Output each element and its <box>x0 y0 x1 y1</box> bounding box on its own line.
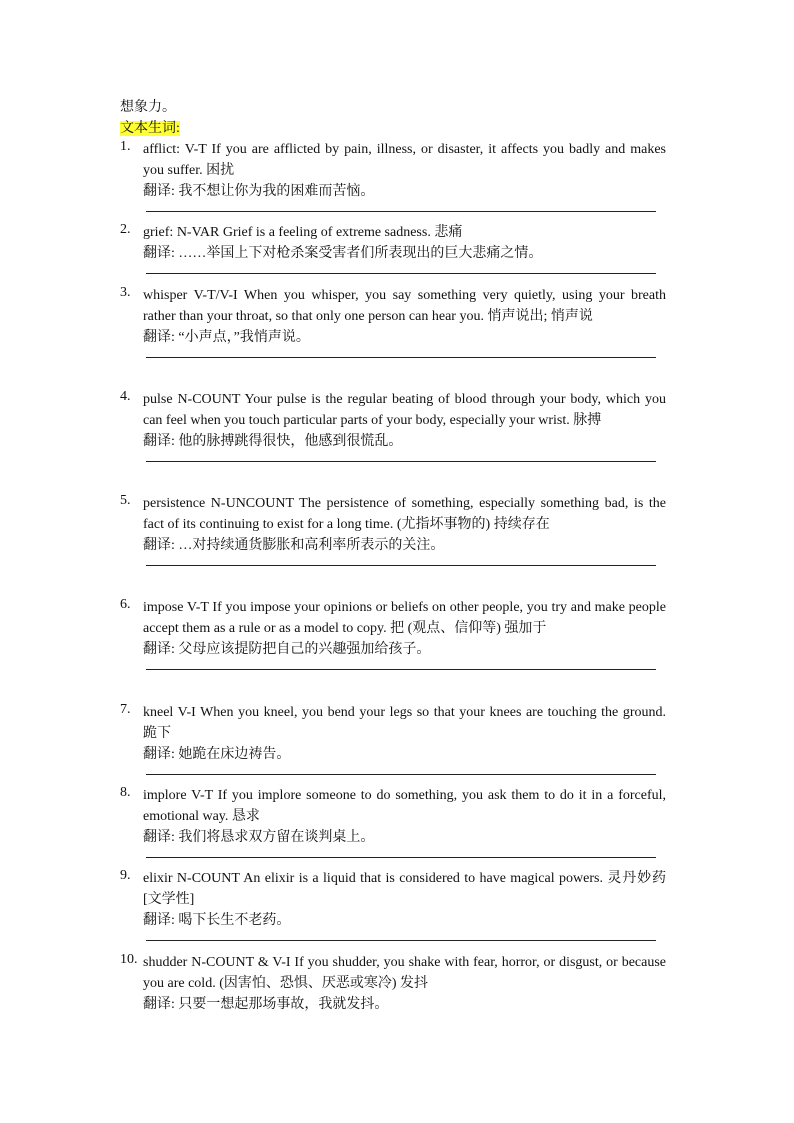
section-heading <box>120 117 180 137</box>
entry-definition: grief: N-VAR Grief is a feeling of extreme sadness. 悲痛 <box>143 225 463 240</box>
translation-text: 他的脉搏跳得很快，他感到很慌乱。 <box>178 434 403 449</box>
translation-text: …对持续通货膨胀和高利率所表示的关注。 <box>178 538 445 553</box>
entry-translation <box>143 243 666 264</box>
translation-label: 翻译: <box>143 913 175 928</box>
vocab-entry-3 <box>120 285 666 358</box>
vocab-entry-6 <box>120 597 666 670</box>
translation-label: 翻译: <box>143 330 175 345</box>
entry-definition: elixir N-COUNT An elixir is a liquid that is considered to have magical powers. 灵丹妙药 [文学性] <box>143 871 666 907</box>
entry-definition: implore V-T If you implore someone to do something, you ask them to do it in a forceful, emotional way. 恳求 <box>143 788 666 824</box>
entry-translation <box>143 827 666 848</box>
entry-definition: whisper V-T/V-I When you whisper, you say something very quietly, using your breath rather than your throat, so that only one person can hear you. 悄声说出; 悄声说 <box>143 288 666 324</box>
separator-line <box>146 357 656 358</box>
translation-text: ……举国上下对枪杀案受害者们所表现出的巨大悲痛之情。 <box>178 246 543 261</box>
vocab-entry-1 <box>120 139 666 212</box>
entry-definition: shudder N-COUNT & V-I If you shudder, you shake with fear, horror, or disgust, or because you are cold. (因害怕、恐惧、厌恶或寒冷) 发抖 <box>143 955 666 991</box>
translation-label: 翻译: <box>143 434 175 449</box>
section-heading-text: 文本生词: <box>120 121 180 136</box>
translation-label: 翻译: <box>143 538 175 553</box>
translation-label: 翻译: <box>143 184 175 199</box>
entry-translation <box>143 744 666 765</box>
translation-label: 翻译: <box>143 997 175 1012</box>
translation-label: 翻译: <box>143 642 175 657</box>
vocab-entry-8 <box>120 785 666 858</box>
translation-text: 她跪在床边祷告。 <box>178 747 291 762</box>
translation-label: 翻译: <box>143 246 175 261</box>
separator-line <box>146 211 656 212</box>
entry-definition: impose V-T If you impose your opinions or beliefs on other people, you try and make people accept them as a rule or as a model to copy. 把 (观点、信仰等) 强加于 <box>143 600 666 636</box>
vocab-entry-10 <box>120 952 666 1015</box>
separator-line <box>146 461 656 462</box>
translation-label: 翻译: <box>143 830 175 845</box>
entry-number: 7. <box>120 702 131 717</box>
entry-translation <box>143 535 666 556</box>
entry-number: 2. <box>120 222 131 237</box>
entry-number: 5. <box>120 493 131 508</box>
translation-text: “小声点，”我悄声说。 <box>178 330 310 345</box>
entry-translation <box>143 181 666 202</box>
translation-text: 我们将恳求双方留在谈判桌上。 <box>178 830 375 845</box>
separator-line <box>146 565 656 566</box>
translation-text: 父母应该提防把自己的兴趣强加给孩子。 <box>178 642 431 657</box>
entry-number: 10. <box>120 952 138 967</box>
entry-number: 9. <box>120 868 131 883</box>
entry-number: 1. <box>120 139 131 154</box>
entry-translation <box>143 431 666 452</box>
vocab-entry-2 <box>120 222 666 274</box>
entry-number: 3. <box>120 285 131 300</box>
separator-line <box>146 774 656 775</box>
vocab-entry-4 <box>120 389 666 462</box>
entry-number: 6. <box>120 597 131 612</box>
entry-definition: persistence N-UNCOUNT The persistence of something, especially something bad, is the fact of its continuing to exist for a long time. (尤指坏事物的) 持续存在 <box>143 496 666 532</box>
entry-translation <box>143 327 666 348</box>
entry-translation <box>143 910 666 931</box>
separator-line <box>146 273 656 274</box>
separator-line <box>146 669 656 670</box>
separator-line <box>146 940 656 941</box>
entry-translation <box>143 639 666 660</box>
translation-text: 喝下长生不老药。 <box>178 913 291 928</box>
vocab-entry-5 <box>120 493 666 566</box>
entry-translation <box>143 994 666 1015</box>
entry-definition: afflict: V-T If you are afflicted by pain, illness, or disaster, it affects you badly and makes you suffer. 困扰 <box>143 142 666 178</box>
entry-number: 8. <box>120 785 131 800</box>
vocab-entry-9 <box>120 868 666 941</box>
entry-definition: pulse N-COUNT Your pulse is the regular beating of blood through your body, which you can feel when you touch particular parts of your body, especially your wrist. 脉搏 <box>143 392 666 428</box>
translation-label: 翻译: <box>143 747 175 762</box>
vocab-entry-7 <box>120 702 666 775</box>
entry-definition: kneel V-I When you kneel, you bend your legs so that your knees are touching the ground. 跪下 <box>143 705 666 741</box>
separator-line <box>146 857 656 858</box>
entry-number: 4. <box>120 389 131 404</box>
translation-text: 只要一想起那场事故，我就发抖。 <box>178 997 389 1012</box>
intro-line: 想象力。 <box>120 100 176 115</box>
translation-text: 我不想让你为我的困难而苦恼。 <box>178 184 375 199</box>
